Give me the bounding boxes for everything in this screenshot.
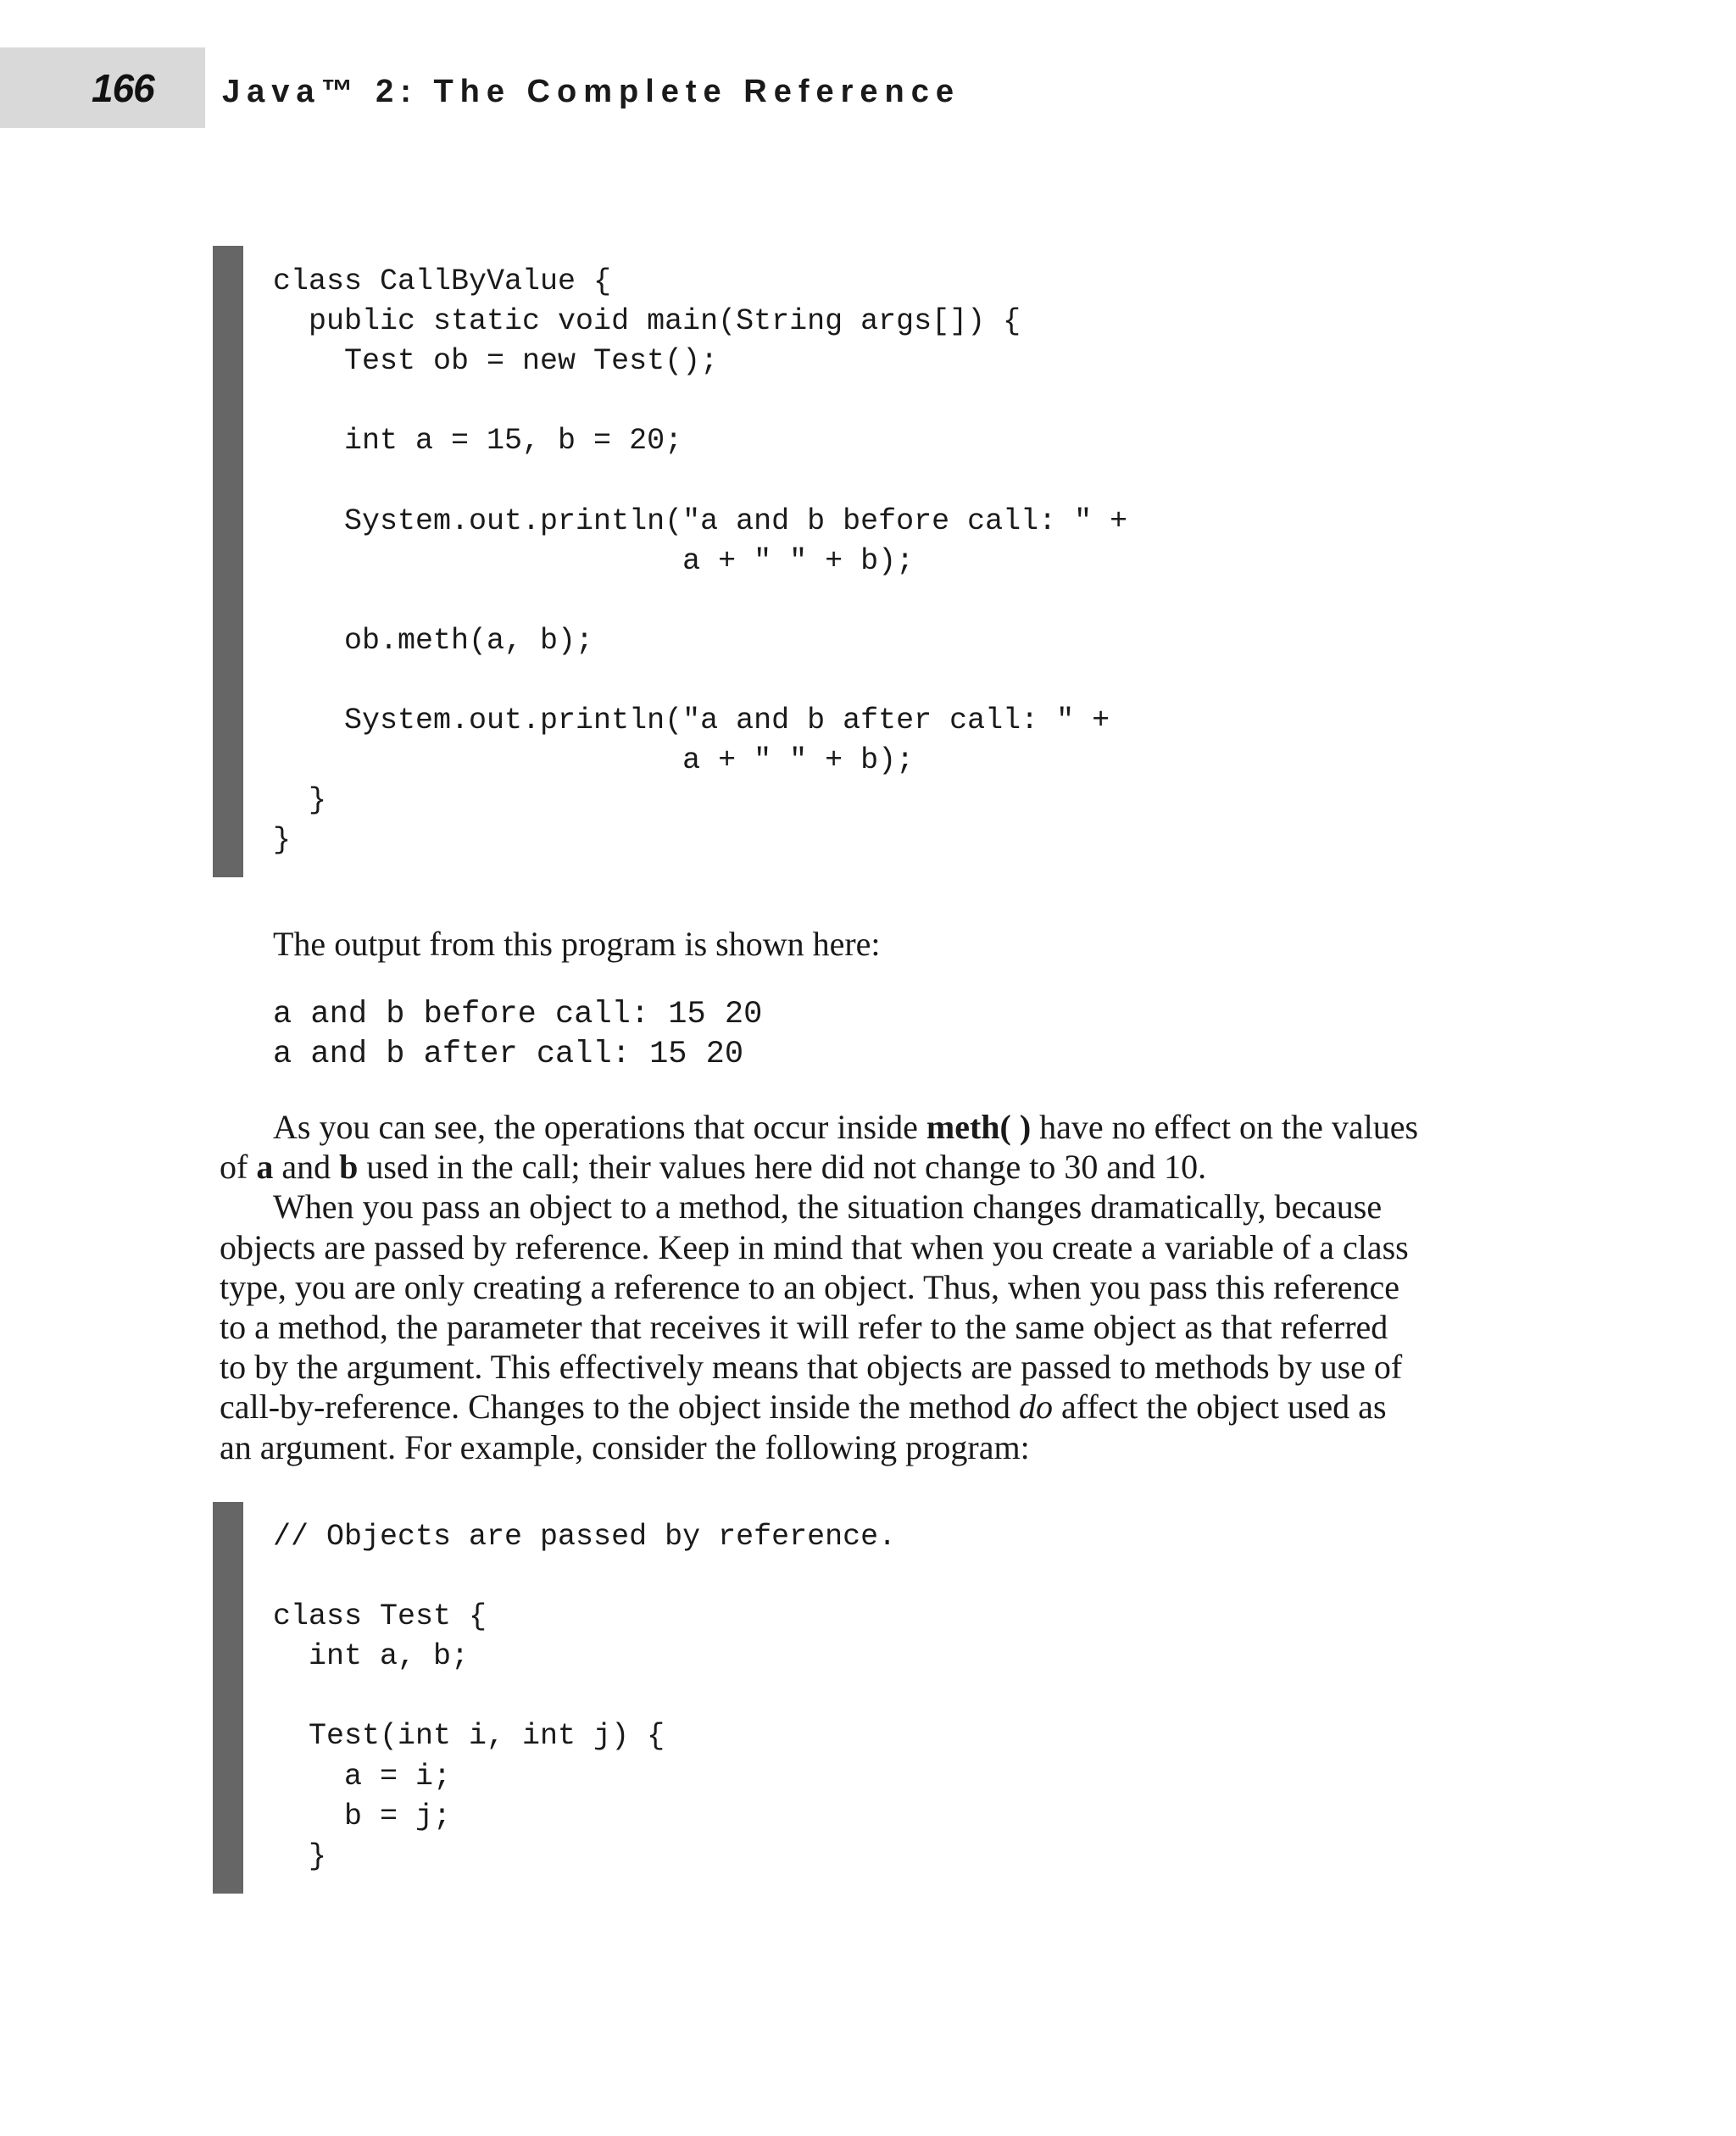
running-head: Java™ 2: The Complete Reference	[222, 74, 961, 109]
paragraph-line: objects are passed by reference. Keep in mind that when you create a variable of a class	[220, 1227, 1409, 1266]
code-block-bar	[213, 1502, 243, 1894]
text-run: used in the call; their values here did not change to 30 and 10.	[358, 1148, 1207, 1187]
code-line: public static void main(String args[]) {	[273, 304, 1021, 339]
paragraph-line: to by the argument. This effectively means that objects are passed to methods by use of	[220, 1348, 1403, 1387]
code-line: int a, b;	[273, 1639, 470, 1674]
code-line: System.out.println("a and b before call: " +	[273, 503, 1128, 538]
code-line: Test(int i, int j) {	[273, 1719, 665, 1754]
code-line: class CallByValue {	[273, 264, 612, 298]
paragraph-line	[220, 1147, 1508, 1187]
text-run: and	[273, 1148, 340, 1187]
paragraph-line	[220, 1387, 1508, 1427]
text-run: affect the object used as	[1052, 1388, 1387, 1427]
code-line: b = j;	[273, 1799, 452, 1833]
code-term: b	[339, 1148, 359, 1187]
text-run: As you can see, the operations that occur inside	[273, 1108, 926, 1146]
code-line: a = i;	[273, 1759, 452, 1794]
code-line: Test ob = new Test();	[273, 344, 719, 379]
page-number: 166	[92, 66, 154, 110]
program-output	[273, 995, 762, 1075]
code-line: a + " " + b);	[273, 543, 915, 578]
paragraph	[220, 1107, 1508, 1147]
code-block-callbyvalue	[273, 262, 1127, 860]
code-line: System.out.println("a and b after call: " +	[273, 704, 1110, 738]
code-line: class Test {	[273, 1599, 487, 1634]
paragraph: When you pass an object to a method, the situation changes dramatically, because	[273, 1188, 1383, 1227]
paragraph-line: an argument. For example, consider the following program:	[220, 1427, 1030, 1466]
output-intro-text: The output from this program is shown here:	[273, 925, 881, 963]
code-block-test-class	[273, 1517, 896, 1877]
output-line: a and b after call: 15 20	[273, 1037, 744, 1072]
code-block-bar	[213, 246, 243, 877]
emphasis: do	[1018, 1388, 1053, 1427]
code-line: }	[273, 823, 292, 858]
code-term: a	[256, 1148, 274, 1187]
text-run: call-by-reference. Changes to the object inside the method	[220, 1388, 1019, 1427]
body-text	[220, 1107, 1508, 1467]
code-line: a + " " + b);	[273, 743, 915, 778]
text-run: of	[220, 1148, 257, 1187]
code-term: meth( )	[926, 1108, 1032, 1146]
output-line: a and b before call: 15 20	[273, 997, 763, 1032]
code-line: }	[273, 783, 327, 818]
code-line: }	[273, 1838, 327, 1873]
paragraph-line: to a method, the parameter that receives it will refer to the same object as that referred	[220, 1308, 1388, 1347]
paragraph-line: type, you are only creating a reference to an object. Thus, when you pass this reference	[220, 1267, 1400, 1306]
code-line: ob.meth(a, b);	[273, 623, 594, 658]
code-line: // Objects are passed by reference.	[273, 1520, 897, 1554]
code-line: int a = 15, b = 20;	[273, 424, 683, 459]
text-run: have no effect on the values	[1031, 1108, 1419, 1146]
